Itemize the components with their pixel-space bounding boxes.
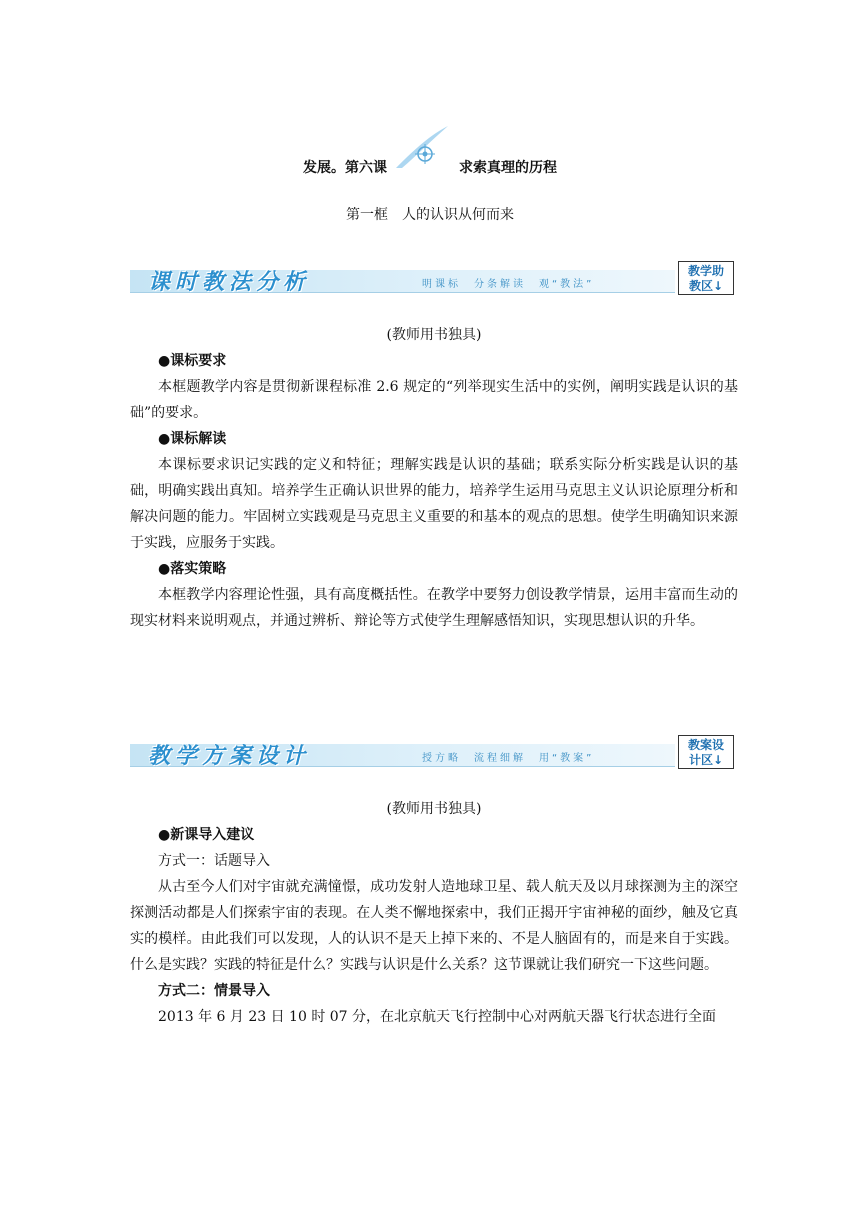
section-design-body: [130, 796, 738, 1030]
paragraph-method-two: 2013 年 6 月 23 日 10 时 07 分，在北京航天飞行控制中心对两航天器飞行状态进行全面: [158, 1009, 717, 1025]
box-line-1: 教案设: [687, 738, 724, 752]
section-analysis-body: [130, 322, 738, 634]
paragraph-implementation-strategy: 本框教学内容理论性强，具有高度概括性。在教学中要努力创设教学情景，运用丰富而生动的现实材料来说明观点，并通过辨析、辩论等方式使学生理解感悟知识，实现思想认识的升华。: [130, 587, 738, 629]
paragraph-curriculum-interpretation: 本课标要求识记实践的定义和特征；理解实践是认识的基础；联系实际分析实践是认识的基础，明确实践出真知。培养学生正确认识世界的能力，培养学生运用马克思主义认识论原理分析和解决问题的能力。牢固树立实践观是马克思主义重要的和基本的观点的思想。使学生明确知识来源于实践，应服务于实践。: [130, 457, 738, 551]
banner-subtitle: 授方略 流程细解 用“教案”: [422, 753, 595, 764]
box-line-2-text: 教区: [688, 279, 713, 293]
paragraph-curriculum-requirement: 本框题教学内容是贯彻新课程标准 2.6 规定的“列举现实生活中的实例，阐明实践是认识的基础”的要求。: [130, 379, 738, 421]
down-arrow-icon: ↓: [712, 279, 724, 293]
box-line-1: 教学助: [687, 264, 724, 278]
teacher-only-note: (教师用书独具): [386, 327, 482, 343]
box-line-2: [679, 753, 733, 768]
lesson-title-right: 求索真理的历程: [459, 160, 557, 176]
method-two-label: 方式二：情景导入: [158, 983, 270, 999]
lesson-title-left: 发展。第六课: [303, 160, 387, 176]
section-banner-analysis: [130, 260, 738, 300]
method-one-label: 方式一：话题导入: [158, 853, 270, 869]
frame-title: 第一框 人的认识从何而来: [346, 207, 514, 223]
box-line-2: [679, 279, 733, 294]
teacher-only-note: (教师用书独具): [386, 801, 482, 817]
heading-implementation-strategy: ●落实策略: [158, 561, 227, 577]
banner-title: 课时教法分析: [148, 270, 311, 295]
heading-curriculum-requirement: ●课标要求: [158, 353, 227, 369]
lesson-plan-zone-box: [678, 735, 734, 769]
paragraph-method-one: 从古至今人们对宇宙就充满憧憬，成功发射人造地球卫星、载人航天及以月球探测为主的深空探测活动都是人们探索宇宙的表现。在人类不懈地探索中，我们正揭开宇宙神秘的面纱，触及它真实的模样。由此我们可以发现，人的认识不是天上掉下来的、不是人脑固有的，而是来自于实践。什么是实践？实践的特征是什么？实践与认识是什么关系？这节课就让我们研究一下这些问题。: [130, 879, 738, 973]
heading-curriculum-interpretation: ●课标解读: [158, 431, 227, 447]
lesson-title: [0, 157, 860, 177]
heading-new-lesson-intro: ●新课导入建议: [158, 827, 255, 843]
teaching-aid-zone-box: [678, 261, 734, 295]
box-line-2-text: 计区: [688, 753, 713, 767]
section-banner-design: [130, 734, 738, 774]
down-arrow-icon: ↓: [712, 753, 724, 767]
banner-title: 教学方案设计: [148, 744, 311, 769]
banner-subtitle: 明课标 分条解读 观“教法”: [422, 279, 595, 290]
